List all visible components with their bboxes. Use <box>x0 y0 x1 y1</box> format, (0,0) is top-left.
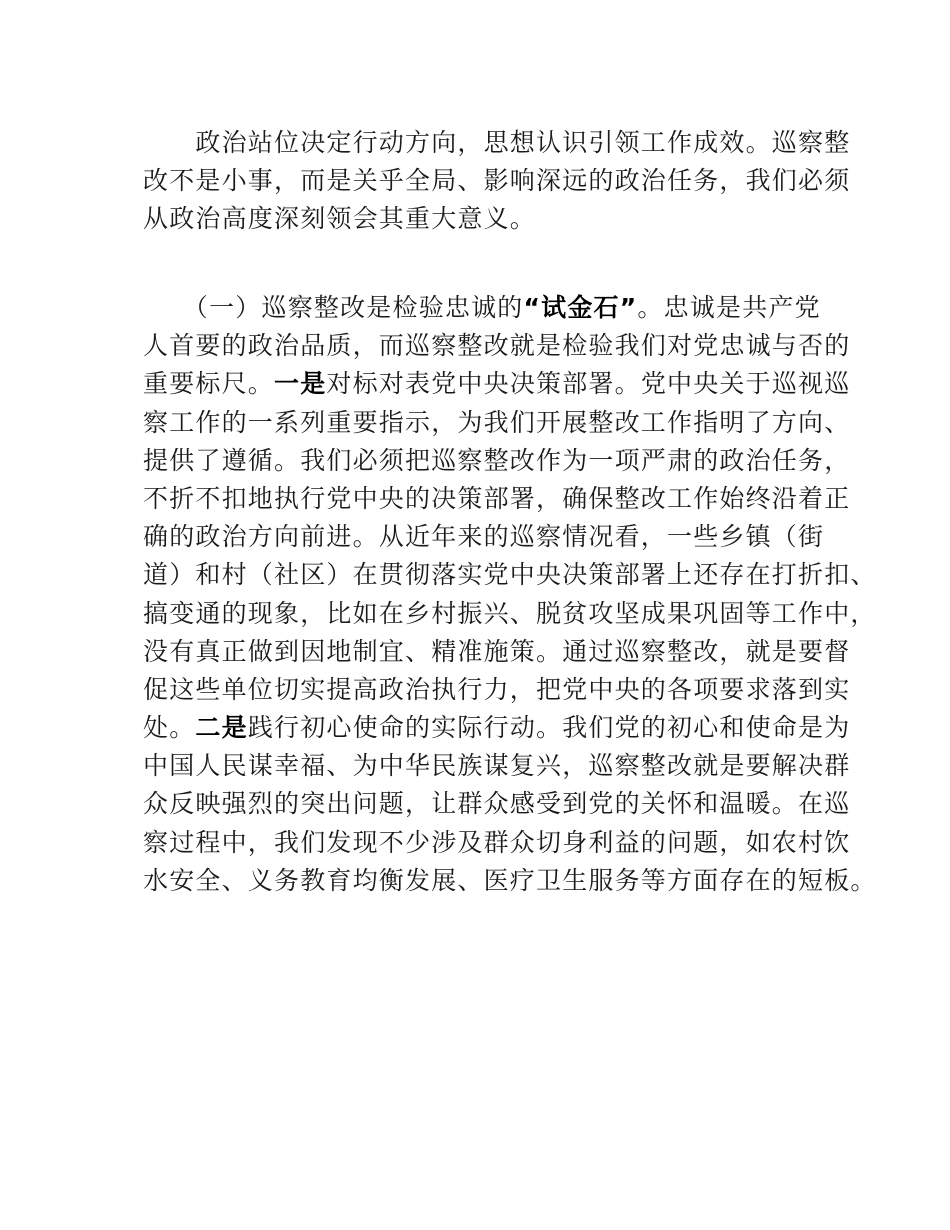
text-line: 众反映强烈的突出问题，让群众感受到党的关怀和温暖。在巡 <box>143 789 851 819</box>
text-run: 处。 <box>143 713 196 743</box>
section-heading: （一）巡察整改是检验忠诚的 <box>143 293 524 322</box>
text-line: 道）和村（社区）在贯彻落实党中央决策部署上还存在打折扣、 <box>143 560 877 590</box>
text-line <box>143 709 851 747</box>
section-keyword: “试金石” <box>523 293 638 322</box>
text-line: 促这些单位切实提高政治执行力，把党中央的各项要求落到实 <box>143 674 851 704</box>
text-line: 确的政治方向前进。从近年来的巡察情况看，一些乡镇（街 <box>143 522 825 552</box>
paragraph-intro <box>143 124 851 239</box>
text-line: 察过程中，我们发现不少涉及群众切身利益的问题，如农村饮 <box>143 827 851 857</box>
text-line: 不折不扣地执行党中央的决策部署，确保整改工作始终沿着正 <box>143 483 851 513</box>
text-line: 政治站位决定行动方向，思想认识引领工作成效。巡察整 <box>143 128 851 157</box>
text-run: 践行初心使命的实际行动。我们党的初心和使命是为 <box>247 713 851 743</box>
text-line <box>143 289 823 327</box>
text-run: 。忠诚是共产党 <box>637 293 821 322</box>
text-line: 中国人民谋幸福、为中华民族谋复兴，巡察整改就是要解决群 <box>143 751 851 781</box>
text-line: 提供了遵循。我们必须把巡察整改作为一项严肃的政治任务， <box>143 445 851 475</box>
text-run: 对标对表党中央决策部署。党中央关于巡视巡 <box>326 369 851 399</box>
paragraph-section-one <box>143 289 877 900</box>
text-line: 改不是小事，而是关乎全局、影响深远的政治任务，我们必须 <box>143 166 851 196</box>
text-line <box>143 365 851 403</box>
point-marker-one: 一是 <box>274 369 327 399</box>
text-line: 人首要的政治品质，而巡察整改就是检验我们对党忠诚与否的 <box>143 331 851 361</box>
text-line: 没有真正做到因地制宜、精准施策。通过巡察整改，就是要督 <box>143 636 851 666</box>
text-line: 搞变通的现象，比如在乡村振兴、脱贫攻坚成果巩固等工作中， <box>143 598 877 628</box>
text-line: 水安全、义务教育均衡发展、医疗卫生服务等方面存在的短板。 <box>143 865 877 895</box>
text-line: 察工作的一系列重要指示，为我们开展整改工作指明了方向、 <box>143 407 851 437</box>
text-line: 从政治高度深刻领会其重大意义。 <box>143 204 537 234</box>
point-marker-two: 二是 <box>195 713 248 743</box>
text-run: 重要标尺。 <box>143 369 275 399</box>
